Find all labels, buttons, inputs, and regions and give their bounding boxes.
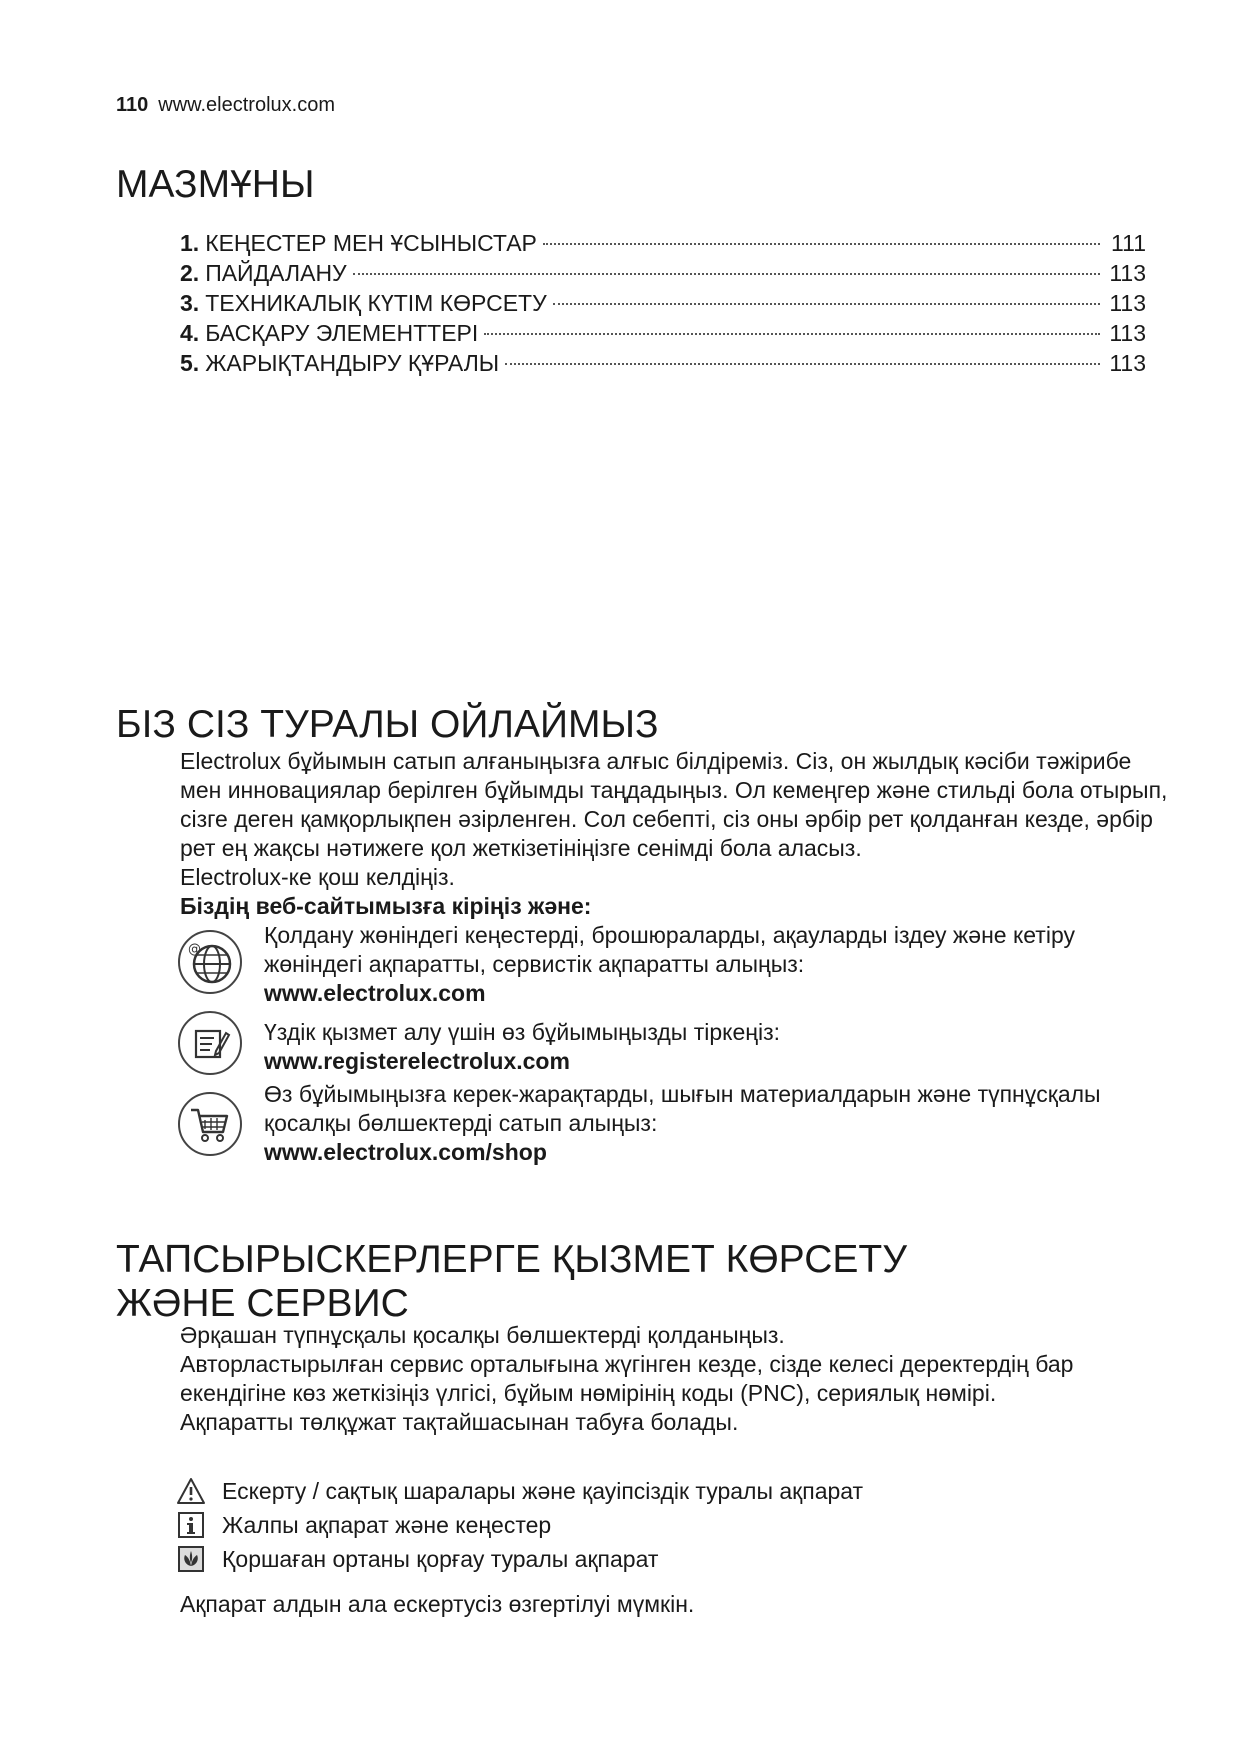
register-circle (178, 1011, 242, 1075)
link-block-info: Қолдану жөніндегі кеңестерді, брошюраларды, ақауларды іздеу және кетіру жөніндегі ақпаратты, сервистік ақпаратты алыңыз: www.electrolux.com (264, 921, 1184, 1008)
toc-item[interactable]: 2. ПАЙДАЛАНУ 113 (180, 260, 1146, 286)
legend-item: Ескерту / сақтық шаралары және қауіпсіздік туралы ақпарат (176, 1474, 1176, 1508)
toc-leader (505, 363, 1100, 365)
page-number: 110 (116, 94, 149, 116)
toc-item-page: 113 (1109, 320, 1146, 346)
link-block-shop: Өз бұйымыңызға керек-жарақтарды, шығын материалдарын және түпнұсқалы қосалқы бөлшектерді сатып алыңыз: www.electrolux.com/shop (264, 1080, 1184, 1167)
environment-icon (177, 1545, 205, 1573)
toc-item[interactable]: 3. ТЕХНИКАЛЫҚ КҮТІМ КӨРСЕТУ 113 (180, 290, 1146, 316)
shop-link[interactable]: www.electrolux.com/shop (264, 1139, 547, 1165)
table-of-contents (180, 230, 1146, 380)
page-header (116, 94, 335, 117)
about-line: Electrolux бұйымын сатып алғаныңызға алғыс білдіреміз. Сіз, он жылдық кәсіби тәжірибе (180, 748, 1132, 774)
toc-item[interactable]: 5. ЖАРЫҚТАНДЫРУ ҚҰРАЛЫ 113 (180, 350, 1146, 376)
info-icon (177, 1511, 205, 1539)
toc-item[interactable]: 1. КЕҢЕСТЕР МЕН ҰСЫНЫСТАР 111 (180, 230, 1146, 256)
toc-item-label: ПАЙДАЛАНУ (205, 260, 347, 286)
about-line: мен инновациялар берілген бұйымды таңдадыңыз. Ол кемеңгер және стильді бола отырып, (180, 777, 1168, 803)
legend-item: Қоршаған ортаны қорғау туралы ақпарат (176, 1542, 1176, 1576)
register-icon (188, 1021, 232, 1065)
toc-item-page: 113 (1109, 260, 1146, 286)
about-line: рет ең жақсы нәтижеге қол жеткізетініңізге сенімді бола аласыз. (180, 835, 862, 861)
site-url[interactable]: www.electrolux.com (158, 94, 335, 116)
service-title: ТАПСЫРЫСКЕРЛЕРГЕ ҚЫЗМЕТ КӨРСЕТУ ЖӘНЕ СЕРВИС (116, 1238, 908, 1325)
toc-leader (543, 243, 1100, 245)
register-link[interactable]: www.registerelectrolux.com (264, 1048, 570, 1074)
legend-item: Жалпы ақпарат және кеңестер (176, 1508, 1176, 1542)
electrolux-link[interactable]: www.electrolux.com (264, 980, 486, 1006)
welcome-text: Electrolux-ке қош келдіңіз. (180, 864, 455, 890)
about-title: БІЗ СІЗ ТУРАЛЫ ОЙЛАЙМЫЗ (116, 703, 659, 746)
globe-circle (178, 930, 242, 994)
service-body: Әрқашан түпнұсқалы қосалқы бөлшектерді қолданыңыз. Авторластырылған сервис орталығына жүгінген кезде, сізде келесі деректердің бар екендігіне көз жеткізіңіз үлгісі, бұйым нөмірінің коды (PNC), сериялық нөмірі. Ақпаратты төлқұжат тақтайшасынан табуға болады. (180, 1322, 1074, 1435)
about-line: сізге деген қамқорлықпен әзірленген. Сол себепті, сіз оны әрбір рет қолданған кезде, әрбір (180, 806, 1153, 832)
footer-note: Ақпарат алдын ала ескертусіз өзгертілуі мүмкін. (180, 1591, 695, 1617)
toc-item-page: 111 (1111, 230, 1146, 256)
toc-item-page: 113 (1109, 290, 1146, 316)
toc-item-label: КЕҢЕСТЕР МЕН ҰСЫНЫСТАР (205, 230, 537, 256)
toc-item-label: БАСҚАРУ ЭЛЕМЕНТТЕРІ (205, 320, 479, 346)
visit-heading: Біздің веб-сайтымызға кіріңіз және: (180, 893, 592, 919)
svg-text:@: @ (188, 942, 201, 957)
about-body (180, 747, 1200, 921)
toc-leader (353, 273, 1100, 275)
toc-leader (484, 333, 1100, 335)
toc-item-label: ЖАРЫҚТАНДЫРУ ҚҰРАЛЫ (205, 350, 500, 376)
globe-icon (185, 937, 235, 987)
toc-item[interactable]: 4. БАСҚАРУ ЭЛЕМЕНТТЕРІ 113 (180, 320, 1146, 346)
toc-leader (553, 303, 1100, 305)
toc-item-label: ТЕХНИКАЛЫҚ КҮТІМ КӨРСЕТУ (205, 290, 547, 316)
symbol-legend (176, 1474, 1176, 1576)
toc-item-page: 113 (1109, 350, 1146, 376)
link-block-register: Үздік қызмет алу үшін өз бұйымыңызды тіркеңіз: www.registerelectrolux.com (264, 1018, 1184, 1076)
shop-circle (178, 1092, 242, 1156)
toc-title: МАЗМҰНЫ (116, 163, 315, 206)
warning-icon (176, 1477, 206, 1505)
shopping-cart-icon (187, 1102, 233, 1146)
